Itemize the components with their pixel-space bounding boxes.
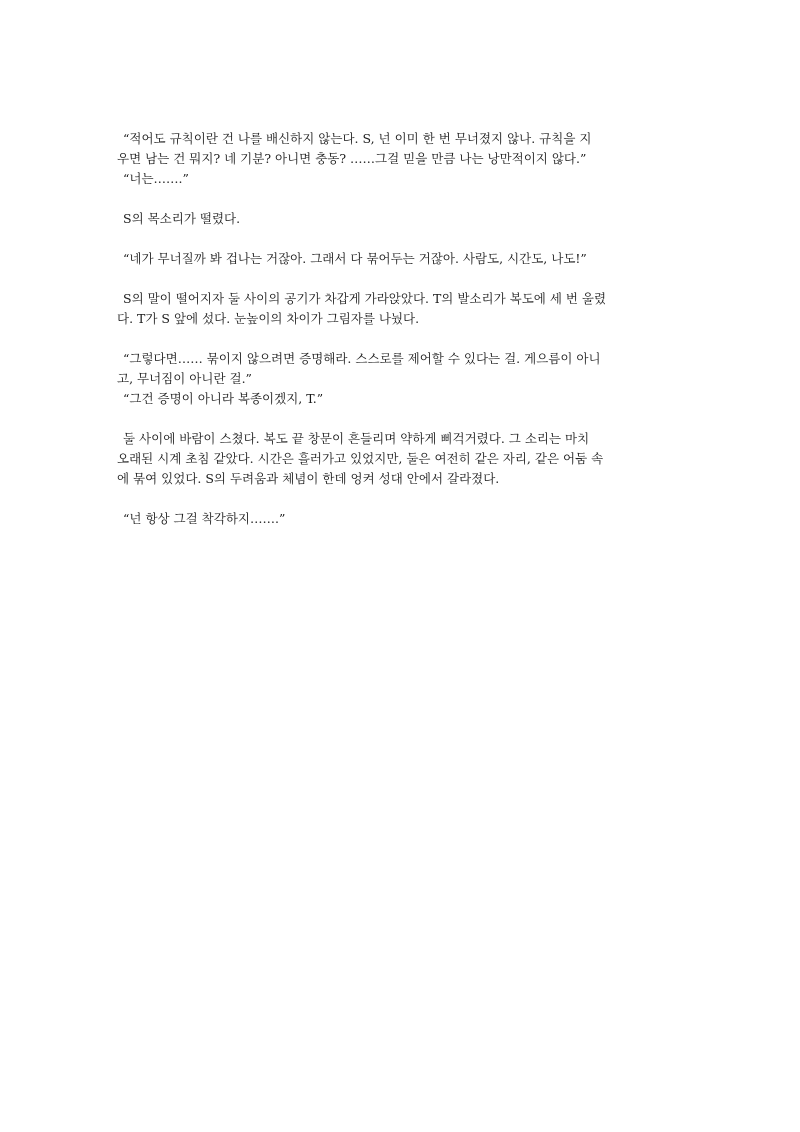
paragraph-gap [117, 229, 687, 249]
paragraph-gap [117, 489, 687, 509]
text-line: 고, 무너짐이 아니란 걸.” [117, 371, 252, 386]
text-line: 다. T가 S 앞에 섰다. 눈높이의 차이가 그림자를 나눴다. [117, 311, 420, 326]
paragraph-gap [117, 269, 687, 289]
text-line: “너는…….” [123, 171, 189, 186]
paragraph-final-speech [117, 509, 687, 529]
paragraph-prove-it [117, 349, 687, 409]
text-line: S의 말이 떨어지자 둘 사이의 공기가 차갑게 가라앉았다. T의 발소리가 복도에 세 번 울렸 [123, 291, 607, 306]
story-text [117, 129, 687, 529]
paragraph-gap [117, 329, 687, 349]
paragraph-s-voice-trembled [117, 209, 687, 229]
paragraph-wind [117, 429, 687, 489]
text-line: 둘 사이에 바람이 스쳤다. 복도 끝 창문이 흔들리며 약하게 삐걱거렸다. 그 소리는 마치 [123, 431, 590, 446]
text-line: 오래된 시계 초침 같았다. 시간은 흘러가고 있었지만, 둘은 여전히 같은 자리, 같은 어둠 속 [117, 451, 604, 466]
text-line: 우면 남는 건 뭐지? 네 기분? 아니면 충동? ……그걸 믿을 만큼 나는 낭만적이지 않다.” [117, 151, 587, 166]
text-line: S의 목소리가 떨렸다. [123, 211, 241, 226]
paragraph-s-speech [117, 249, 687, 269]
text-line: “적어도 규칙이란 건 나를 배신하지 않는다. S, 넌 이미 한 번 무너졌지 않나. 규칙을 지 [123, 131, 592, 146]
text-line: “그렇다면…… 묶이지 않으려면 증명해라. 스스로를 제어할 수 있다는 걸. 게으름이 아니 [123, 351, 601, 366]
paragraph-t-rules-speech [117, 129, 687, 189]
text-line: “그건 증명이 아니라 복종이겠지, T.” [123, 391, 324, 406]
text-line: “네가 무너질까 봐 겁나는 거잖아. 그래서 다 묶어두는 거잖아. 사람도, 시간도, 나도!” [123, 251, 587, 266]
paragraph-air-sank [117, 289, 687, 329]
paragraph-gap [117, 409, 687, 429]
text-line: 에 묶여 있었다. S의 두려움과 체념이 한데 엉켜 성대 안에서 갈라졌다. [117, 471, 500, 486]
text-line: “넌 항상 그걸 착각하지…….” [123, 511, 286, 526]
paragraph-gap [117, 189, 687, 209]
